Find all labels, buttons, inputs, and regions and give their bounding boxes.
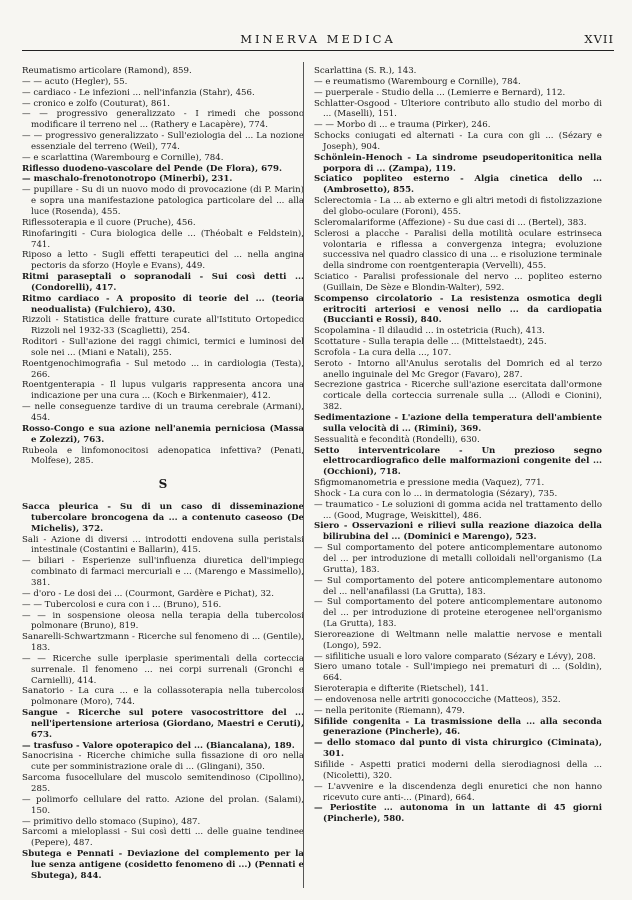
index-entry: Schlatter-Osgood - Ulteriore contributo allo studio del morbo di ... (Maselli), 151. [314,98,602,120]
index-entry: — — progressivo generalizzato - Sull'eziologia del ... La nozione essenziale del terreno (Weil), 774. [22,131,304,152]
index-entry: Sfigmomanometria e pressione media (Vaquez), 771. [314,478,545,489]
index-entry: Scleromalariforme (Affezione) - Su due casi di ... (Bertel), 383. [314,217,587,228]
index-entry: Sciatico - Paralisi professionale del nervo ... popliteo esterno (Guillain, De Sèze e Blondin-Walter), 592. [314,272,602,293]
index-entry: Riflessoterapia e il cuore (Pruche), 456. [22,217,196,228]
index-entry: Sciatico popliteo esterno - Algia cinetica dello ... (Ambrosetto), 855. [314,174,602,196]
index-entry: Siero - Osservazioni e rilievi sulla reazione diazoica della bilirubina del ... (Dominici e Marengo), 523. [314,521,602,543]
index-entry: — — acuto (Hegler), 55. [22,76,128,87]
index-entry: — Periostite ... autonoma in un lattante di 45 giorni (Pincherle), 580. [314,803,602,825]
index-entry: — endovenosa nelle artriti gonococciche (Matteos), 352. [314,694,561,705]
index-entry: — — Tubercolosi e cura con i ... (Bruno), 516. [22,599,222,610]
index-entry: Roentgenterapia - Il lupus vulgaris rappresenta ancora una indicazione per una cura ... (Koch e Birkenmaier), 412. [22,380,304,402]
index-entry: — traumatico - Le soluzioni di gomma acida nel trattamento dello ... (Good, Mugrage, Weiskittel), 486. [314,499,602,521]
index-entry: — polimorfo cellulare del ratto. Azione del prolan. (Salami), 150. [22,794,304,816]
index-entry: — biliari - Esperienze sull'influenza diuretica dell'impiego combinato di farmaci mercuriali e ... (Marengo e Massimello), 381. [22,556,304,588]
index-entry: — dello stomaco dal punto di vista chirurgico (Ciminata), 301. [314,738,602,760]
index-column-left [22,66,304,882]
page-number: XVII [584,32,614,46]
index-entry: Rubeola e linfomonocitosi adenopatica infettiva? (Penati, Molfese), 285. [22,445,304,467]
index-entry: Seroto - Intorno all'Anulus serotalis del Domrich ed al terzo anello inguinale del Mc Gregor (Favaro), 287. [314,358,602,380]
index-entry: Riflesso duodeno-vascolare del Pende (De Flora), 679. [22,163,283,174]
index-entry: Scopolamina - Il dilaudid ... in ostetricia (Ruch), 413. [314,326,545,337]
index-entry: Scarlattina (S. R.), 143. [314,66,417,76]
index-entry: Sanarelli-Schwartzmann - Ricerche sul fenomeno di ... (Gentile), 183. [22,632,304,654]
index-entry: — e reumatismo (Warembourg e Cornille), 784. [314,76,521,87]
index-entry: Sifilide - Aspetti pratici moderni della sierodiagnosi della ... (Nicoletti), 320. [314,760,602,781]
index-entry: Roentgenochimografia - Sul metodo ... in cardiologia (Testa), 266. [22,358,304,380]
index-entry: Rinofaringiti - Cura biologica delle ... (Théobalt e Feldstein), 741. [22,228,304,250]
index-entry: — d'oro - Le dosi dei ... (Courmont, Gardère e Pichat), 32. [22,588,274,599]
index-entry: Secrezione gastrica - Ricerche sull'azione esercitata dall'ormone corticale della corteccia surrenale sulla ... (Allodi e Cionini), 382. [314,380,602,413]
index-entry: Sclerosi a placche - Paralisi della motilità oculare estrinseca volontaria e riflessa a convergenza integra; evoluzione successiva nel quadro classico di una ... e risoluzione terminale della sindrome con roentgenterapia (Vervelli), 455. [314,228,602,272]
index-entry: — maschalo-frenotonotropo (Minerbi), 231. [22,174,233,185]
index-entry: Ritmo cardiaco - A proposito di teorie del ... (teoria neodualista) (Fulchiero), 430. [22,293,304,315]
running-title: MINERVA MEDICA [240,32,396,46]
index-entry: Rizzoli - Statistica delle fratture curate all'Istituto Ortopedico Rizzoli nel 1932-33 (Scaglietti), 254. [22,315,304,337]
page-header [22,30,614,51]
index-entry: Sieroterapia e difterite (Rietschel), 141. [314,684,489,695]
index-entry: Rosso-Congo e sua azione nell'anemia perniciosa (Massa e Zolezzi), 763. [22,423,304,445]
index-column-right [314,66,602,825]
index-entry: Sclerectomia - La ... ab externo e gli altri metodi di fistolizzazione del globo-oculare (Foroni), 455. [314,196,602,217]
index-entry: Ritmi paraseptali o sopranodali - Sui così detti ... (Condorelli), 417. [22,272,304,293]
index-entry: Scompenso circolatorio - La resistenza osmotica degli eritrociti arteriosi e venosi nello ... da cardiopatia (Buccianti e Rossi), 840. [314,293,602,326]
index-entry: — Sul comportamento del potere anticomplementare autonomo del ... nell'anafilassi (La Grutta), 183. [314,575,602,597]
index-entry: — — Ricerche sulle iperplasie sperimentali della corteccia surrenale. Il fenomeno ... nei corpi surrenali (Gronchi e Carnielli), 414. [22,653,304,686]
index-entry: Shock - La cura con lo ... in dermatologia (Sézary), 735. [314,488,558,499]
index-entry: — puerperale - Studio della ... (Lemierre e Bernard), 112. [314,87,566,98]
index-entry: — cronico e zolfo (Couturat), 861. [22,98,171,109]
index-entry: — Sul comportamento del potere anticomplementare autonomo del ... per introduzione di metalli colloidali nell'organismo (La Grutta), 183. [314,543,602,575]
index-entry: Setto interventricolare - Un prezioso segno elettrocardiografico delle malformazioni congenite del ... (Occhioni), 718. [314,445,602,478]
index-entry: Roditori - Sull'azione dei raggi chimici, termici e luminosi del sole nei ... (Miani e Natali), 255. [22,337,304,358]
column-divider [303,62,304,888]
index-entry: — Sul comportamento del potere anticomplementare autonomo del ... per introduzione di proteine eterogenee nell'organismo (La Grutta), 183. [314,597,602,630]
index-entry: Siero umano totale - Sull'impiego nei prematuri di ... (Soldin), 664. [314,662,602,684]
index-entry: Sifilide congenita - La trasmissione della ... alla seconda generazione (Pincherle), 46. [314,716,602,738]
index-entry: — — Morbo di ... e trauma (Pirker), 246. [314,120,491,131]
index-entry: Scottature - Sulla terapia delle ... (Mittelstaedt), 245. [314,337,547,348]
index-entry: Sarcoma fusocellulare del muscolo semitendinoso (Cipollino), 285. [22,773,304,794]
index-entry: Sali - Azione di diversi ... introdotti endovena sulla peristalsi intestinale (Costantini e Ballarin), 415. [22,534,304,556]
index-entry: — e scarlattina (Warembourg e Cornille), 784. [22,152,224,163]
index-entry: Reumatismo articolare (Ramond), 859. [22,66,192,76]
index-entry: Schocks coniugati ed alternati - La cura con gli ... (Sézary e Joseph), 904. [314,131,602,152]
index-entry: Riposo a letto - Sugli effetti terapeutici del ... nella angina pectoris da sforzo (Hoyle e Evans), 449. [22,250,304,272]
index-entry: — sifilitiche usuali e loro valore comparato (Sézary e Lévy), 208. [314,651,596,662]
index-entry: Sessualità e fecondità (Rondelli), 630. [314,434,480,445]
index-entry: Sanocrisina - Ricerche chimiche sulla fissazione di oro nella cute per somministrazione orale di ... (Glingani), 350. [22,751,304,773]
index-entry: — trasfuso - Valore opoterapico del ... (Biancalana), 189. [22,740,295,751]
index-entry: Sanatorio - La cura ... e la collassoterapia nella tubercolosi polmonare (Moro), 744. [22,686,304,708]
index-entry: Sangue - Ricerche sul potere vasocostrittore del ... nell'ipertensione arteriosa (Giordano, Maestri e Ceruti), 673. [22,708,304,740]
index-entry: Sarcomi a mieloplassi - Sui così detti ... delle guaine tendinee (Pepere), 487. [22,827,304,849]
index-entry: Sieroreazione di Weltmann nelle malattie nervose e mentali (Longo), 592. [314,629,602,651]
index-entry: — cardiaco - Le infezioni ... nell'infanzia (Stahr), 456. [22,87,255,98]
index-entry: — nelle conseguenze tardive di un trauma cerebrale (Armani), 454. [22,402,304,423]
index-entry: — nella peritonite (Riemann), 479. [314,705,465,716]
index-entry: Sacca pleurica - Su di un caso di disseminazione tubercolare broncogena da ... a contenuto caseoso (De Michelis), 372. [22,502,304,534]
index-entry: Sedimentazione - L'azione della temperatura dell'ambiente sulla velocità di ... (Rimini), 369. [314,413,602,434]
index-entry: Schönlein-Henoch - La sindrome pseudoperitonitica nella porpora di ... (Zampa), 119. [314,152,602,174]
index-entry: — — progressivo generalizzato - I rimedi che possono modificare il terreno nel ... (Rathery e Lacapère), 774. [22,109,304,131]
index-entry: Sbutega e Pennati - Deviazione del complemento per la lue senza antigene (cosidetto fenomeno di ...) (Pennati e Sbutega), 844. [22,849,304,881]
index-entry: — primitivo dello stomaco (Supino), 487. [22,816,201,827]
index-entry: Scrofola - La cura della ..., 107. [314,347,452,358]
index-entry: — — in sospensione oleosa nella terapia della tubercolosi polmonare (Bruno), 819. [22,610,304,632]
index-entry: — pupillare - Su di un nuovo modo di provocazione (di P. Marin) e sopra una manifestazione patologica particolare del ... alla luce (Rosenda), 455. [22,185,304,217]
index-entry: — L'avvenire e la discendenza degli enuretici che non hanno ricevuto cure anti-... (Pinard), 664. [314,781,602,803]
section-letter: S [158,477,168,492]
